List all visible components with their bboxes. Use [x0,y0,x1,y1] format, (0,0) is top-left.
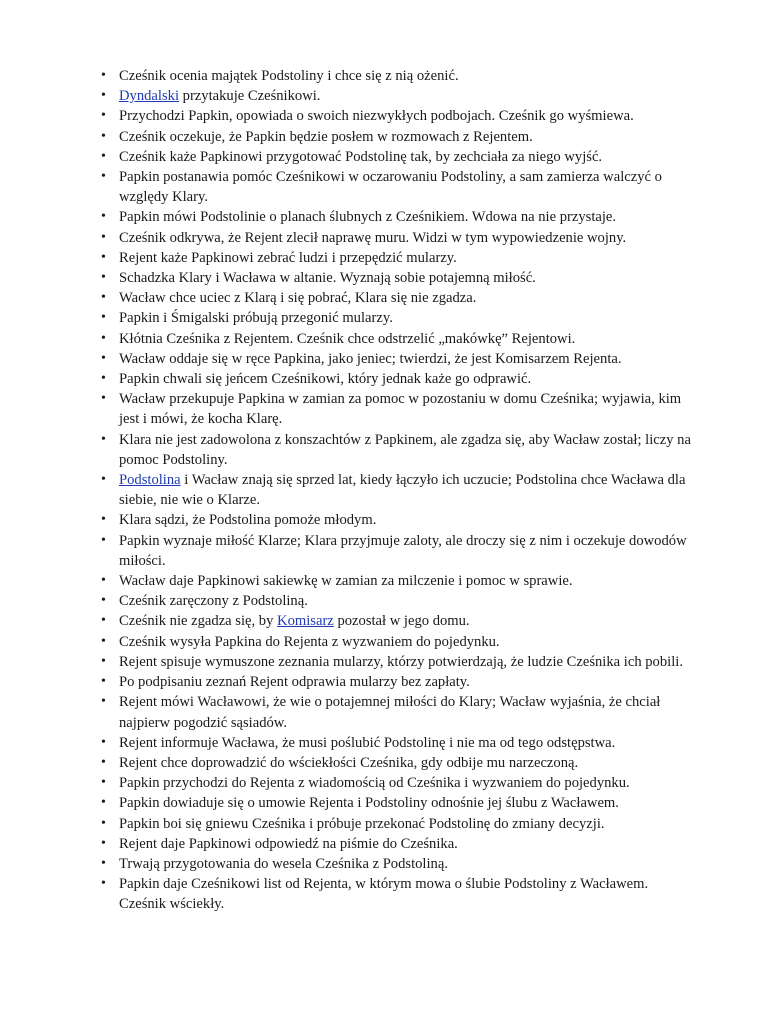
list-item-text: Cześnik nie zgadza się, by [119,613,278,630]
list-item-text: Klara nie jest zadowolona z konszachtów z Papkinem, ale zgadza się, aby Wacław został; liczy na pomoc Podstoliny. [119,431,691,468]
list-item-text: Przychodzi Papkin, opowiada o swoich niezwykłych podbojach. Cześnik go wyśmiewa. [119,108,634,125]
list-item [0,632,768,652]
bullet-icon: • [101,148,106,164]
list-item [0,308,768,328]
list-item-text: Po podpisaniu zeznań Rejent odprawia mularzy bez zapłaty. [119,674,470,691]
list-item [0,874,768,914]
bullet-icon: • [101,169,106,185]
bullet-icon: • [101,330,106,346]
document-page [0,66,768,915]
list-item [0,470,768,510]
bullet-icon: • [101,573,106,589]
list-item-text: Schadzka Klary i Wacława w altanie. Wyznają sobie potajemną miłość. [119,270,536,287]
list-item [0,127,768,147]
list-item-text: Cześnik odkrywa, że Rejent zlecił naprawę muru. Widzi w tym wypowiedzenie wojny. [119,229,627,246]
bullet-icon: • [101,674,106,690]
list-item-text: Wacław daje Papkinowi sakiewkę w zamian za milczenie i pomoc w sprawie. [119,573,573,590]
bullet-icon: • [101,694,106,710]
list-item-text: Papkin daje Cześnikowi list od Rejenta, w którym mowa o ślubie Podstoliny z Wacławem. Cześnik wściekły. [119,876,649,913]
character-link[interactable]: Dyndalski [119,88,179,105]
bullet-icon: • [101,128,106,144]
bullet-icon: • [101,593,106,609]
list-item-text: Papkin mówi Podstolinie o planach ślubnych z Cześnikiem. Wdowa na nie przystaje. [119,209,617,226]
list-item [0,329,768,349]
list-item-text: Wacław chce uciec z Klarą i się pobrać, Klara się nie zgadza. [119,290,477,307]
list-item-text: Wacław oddaje się w ręce Papkina, jako jeniec; twierdzi, że jest Komisarzem Rejenta. [119,350,622,367]
list-item [0,86,768,106]
bullet-icon: • [101,290,106,306]
list-item [0,66,768,86]
list-item [0,814,768,834]
list-item-text: Wacław przekupuje Papkina w zamian za pomoc w pozostaniu w domu Cześnika; wyjawia, kim jest i mówi, że kocha Klarę. [119,391,682,428]
bullet-icon: • [101,633,106,649]
list-item-text: Papkin i Śmigalski próbują przegonić mularzy. [119,310,393,327]
bullet-icon: • [101,835,106,851]
list-item-text: Papkin chwali się jeńcem Cześnikowi, który jednak każe go odprawić. [119,371,532,388]
list-item [0,248,768,268]
list-item [0,773,768,793]
list-item [0,268,768,288]
list-item-text: Trwają przygotowania do wesela Cześnika z Podstoliną. [119,855,448,872]
bullet-icon: • [101,815,106,831]
bullet-icon: • [101,310,106,326]
list-item-text: Papkin wyznaje miłość Klarze; Klara przyjmuje zaloty, ale droczy się z nim i oczekuje dowodów miłości. [119,532,687,569]
list-item-text: Cześnik ocenia majątek Podstoliny i chce się z nią ożenić. [119,68,459,84]
list-item-text: przytakuje Cześnikowi. [179,88,321,105]
bullet-icon: • [101,754,106,770]
list-item-text: Cześnik wysyła Papkina do Rejenta z wyzwaniem do pojedynku. [119,633,500,650]
bullet-icon: • [101,472,106,488]
bullet-icon: • [101,68,106,83]
list-item-text: Rejent każe Papkinowi zebrać ludzi i przepędzić mularzy. [119,249,457,266]
list-item [0,733,768,753]
bullet-icon: • [101,653,106,669]
list-item [0,531,768,571]
bullet-icon: • [101,775,106,791]
bullet-icon: • [101,249,106,265]
list-item [0,430,768,470]
list-item [0,672,768,692]
list-item-text: Rejent informuje Wacława, że musi poślubić Podstolinę i nie ma od tego odstępstwa. [119,734,616,751]
bullet-icon: • [101,512,106,528]
bullet-icon: • [101,371,106,387]
list-item [0,571,768,591]
list-item [0,106,768,126]
character-link[interactable]: Podstolina [119,472,181,489]
bullet-icon: • [101,229,106,245]
bullet-icon: • [101,431,106,447]
bullet-icon: • [101,532,106,548]
bullet-icon: • [101,855,106,871]
list-item-text: Cześnik oczekuje, że Papkin będzie posłem w rozmowach z Rejentem. [119,128,533,145]
list-item [0,147,768,167]
character-link[interactable]: Komisarz [277,613,334,630]
plot-summary-list [0,66,768,915]
list-item [0,753,768,773]
list-item-text: Papkin boi się gniewu Cześnika i próbuje przekonać Podstolinę do zmiany decyzji. [119,815,605,832]
list-item [0,834,768,854]
bullet-icon: • [101,108,106,124]
list-item [0,288,768,308]
list-item-text: Papkin dowiaduje się o umowie Rejenta i Podstoliny odnośnie jej ślubu z Wacławem. [119,795,619,812]
list-item [0,349,768,369]
list-item-text: i Wacław znają się sprzed lat, kiedy łączyło ich uczucie; Podstolina chce Wacława dla siebie, nie wie o Klarze. [119,472,686,509]
list-item [0,854,768,874]
bullet-icon: • [101,88,106,104]
list-item [0,167,768,207]
list-item-text: Rejent mówi Wacławowi, że wie o potajemnej miłości do Klary; Wacław wyjaśnia, że chciał najpierw pogodzić sąsiadów. [119,694,661,731]
bullet-icon: • [101,391,106,407]
list-item-text: Kłótnia Cześnika z Rejentem. Cześnik chce odstrzelić „makówkę” Rejentowi. [119,330,576,347]
list-item-text: Klara sądzi, że Podstolina pomoże młodym. [119,512,377,529]
list-item-text: Papkin przychodzi do Rejenta z wiadomością od Cześnika i wyzwaniem do pojedynku. [119,775,630,792]
bullet-icon: • [101,209,106,225]
bullet-icon: • [101,613,106,629]
list-item-text: Cześnik każe Papkinowi przygotować Podstolinę tak, by zechciała za niego wyjść. [119,148,603,165]
bullet-icon: • [101,734,106,750]
bullet-icon: • [101,270,106,286]
list-item-text: Cześnik zaręczony z Podstoliną. [119,593,308,610]
list-item [0,369,768,389]
list-item [0,389,768,429]
list-item [0,207,768,227]
list-item [0,510,768,530]
list-item [0,611,768,631]
list-item [0,591,768,611]
list-item-text: pozostał w jego domu. [333,613,470,630]
list-item-text: Rejent daje Papkinowi odpowiedź na piśmie do Cześnika. [119,835,458,852]
bullet-icon: • [101,795,106,811]
list-item [0,793,768,813]
list-item [0,228,768,248]
bullet-icon: • [101,350,106,366]
list-item [0,652,768,672]
list-item-text: Rejent spisuje wymuszone zeznania mularzy, którzy potwierdzają, że ludzie Cześnika ich pobili. [119,653,683,670]
list-item-text: Rejent chce doprowadzić do wściekłości Cześnika, gdy odbije mu narzeczoną. [119,754,579,771]
list-item-text: Papkin postanawia pomóc Cześnikowi w oczarowaniu Podstoliny, a sam zamierza walczyć o względy Klary. [119,169,662,206]
list-item [0,692,768,732]
bullet-icon: • [101,876,106,892]
